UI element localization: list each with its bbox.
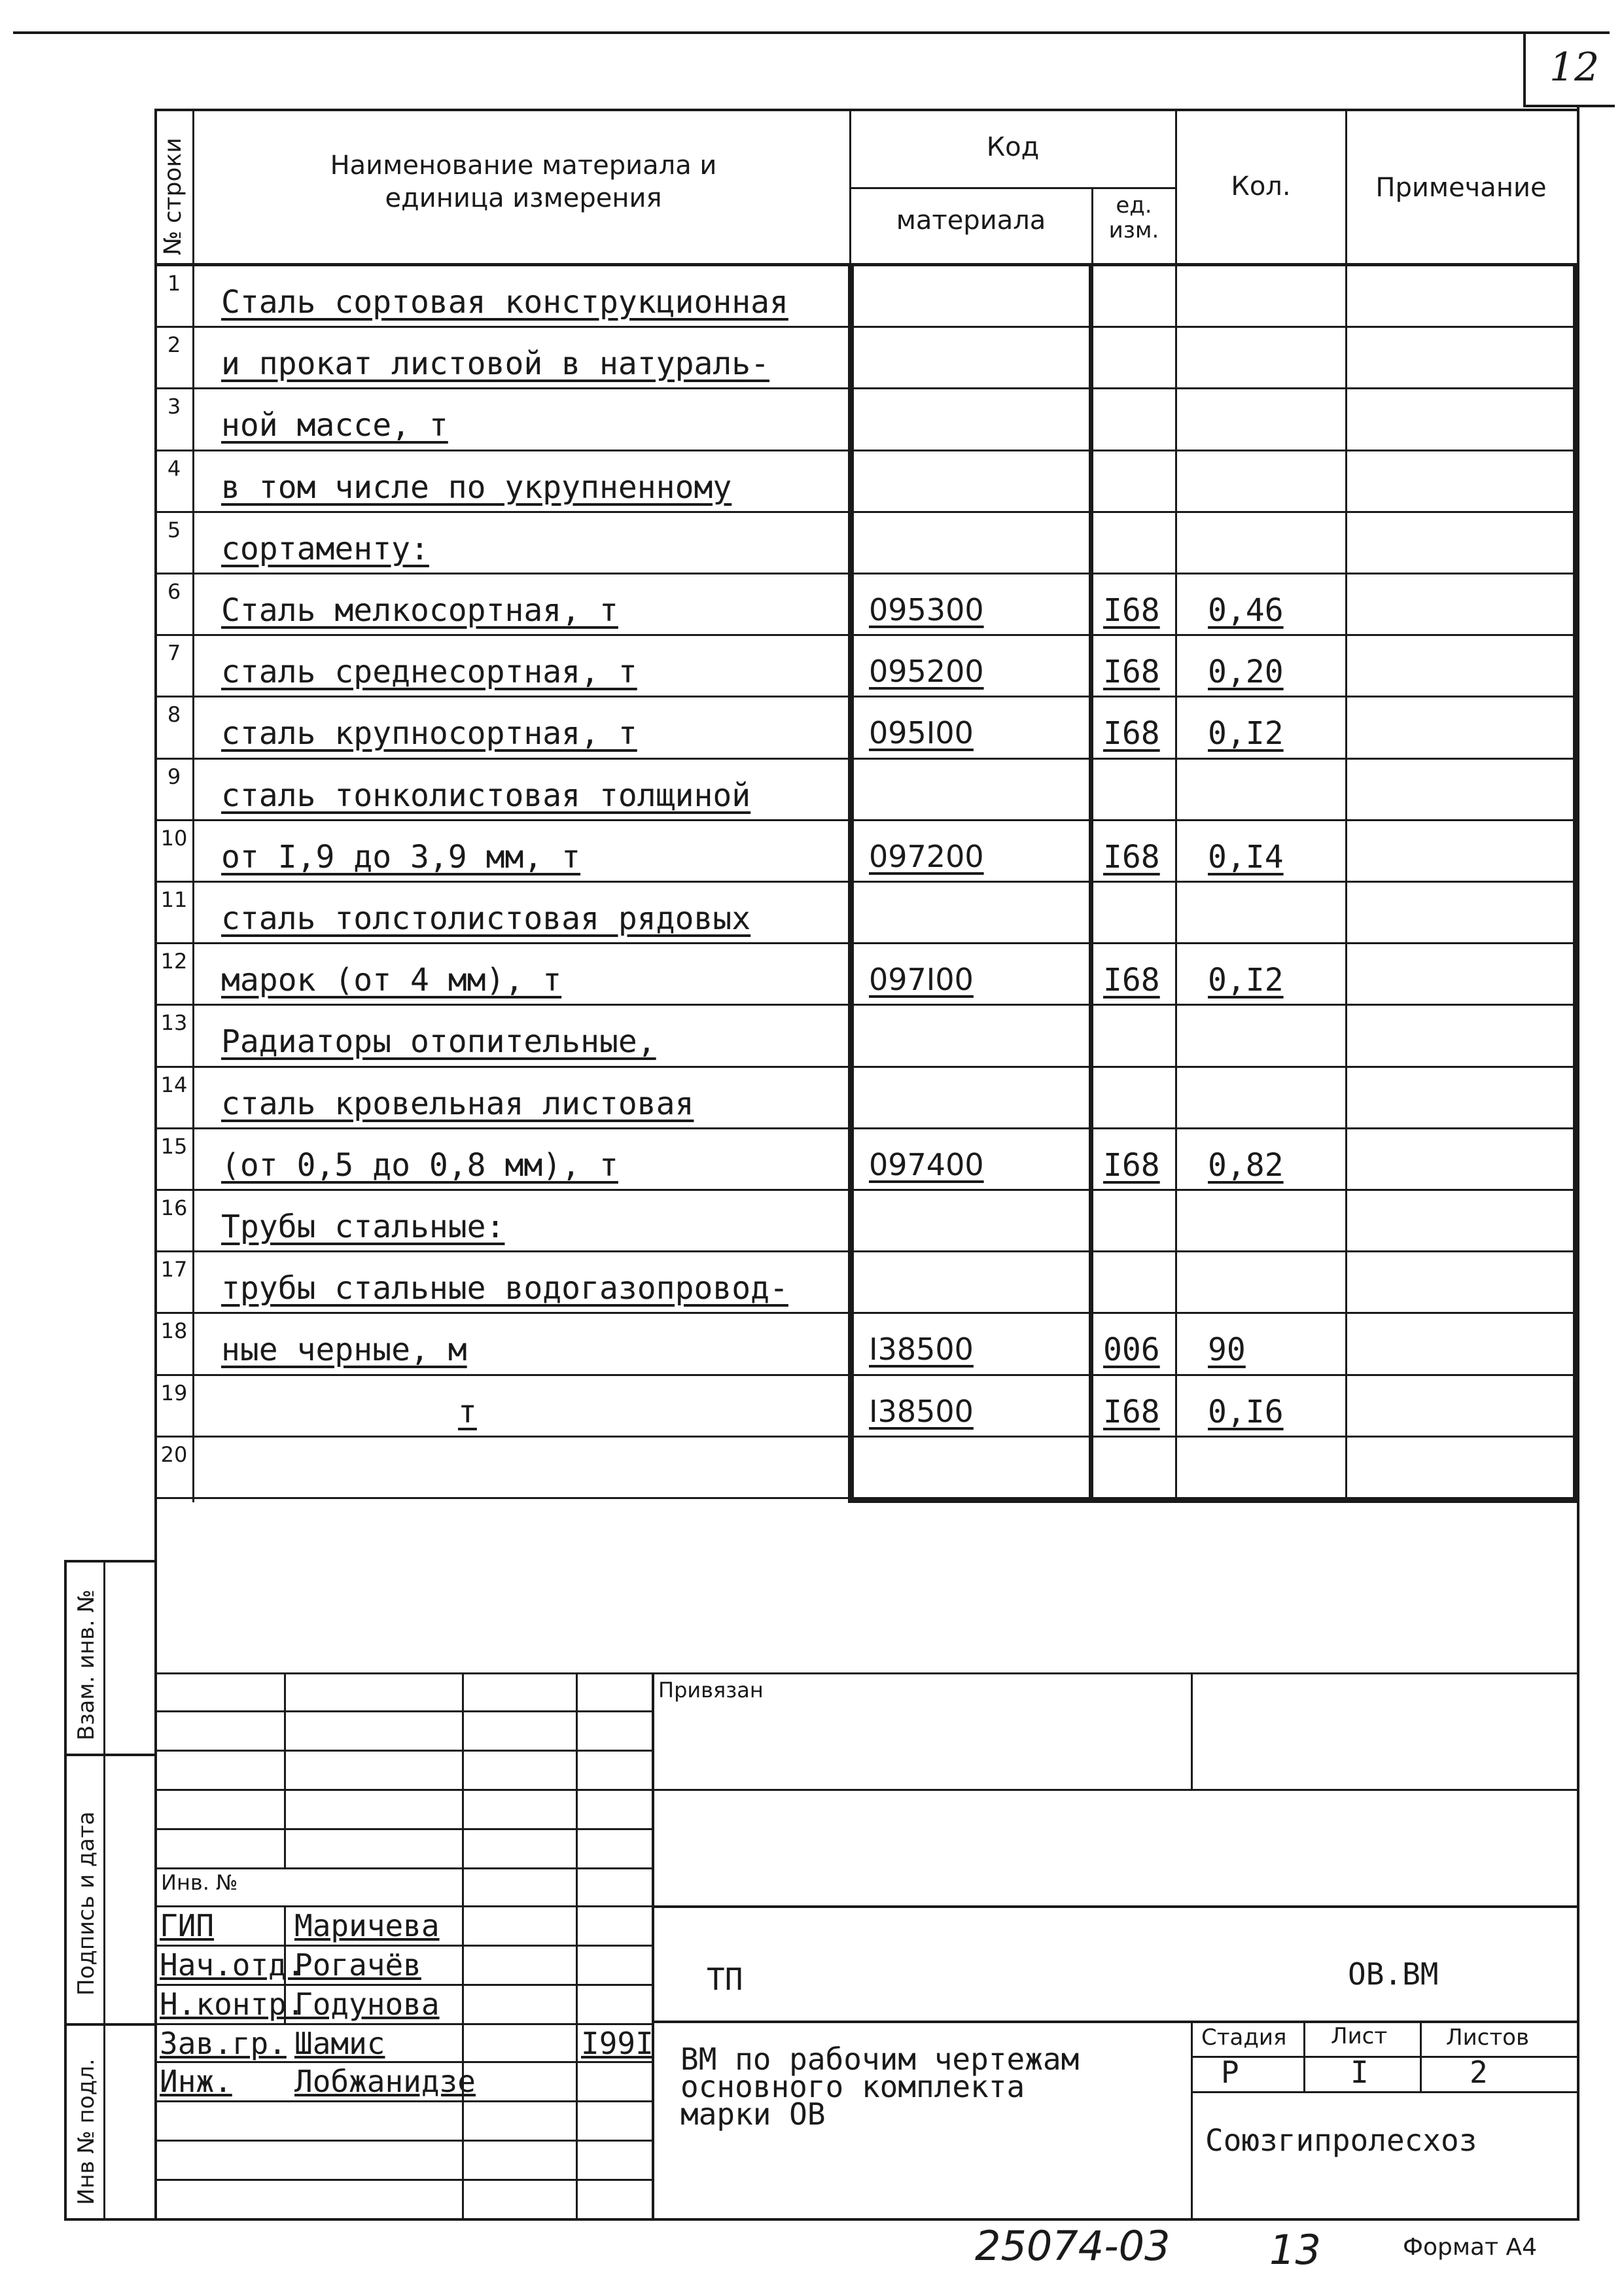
stamp-top	[154, 1672, 1578, 1674]
row-name: сталь кровельная листовая	[221, 1086, 694, 1122]
material-header: материала	[896, 205, 1046, 236]
qty-header: Кол.	[1231, 171, 1291, 202]
row-divider	[154, 573, 1578, 574]
row-material-code: 097400	[869, 1147, 984, 1182]
stage-row-mid	[1191, 2056, 1578, 2058]
person-name: Рогачёв	[294, 1947, 421, 1983]
row-divider	[154, 1127, 1578, 1129]
title-line3: марки ОВ	[680, 2096, 826, 2132]
row-number: 6	[167, 579, 181, 604]
side-label-inv-podl: Инв № подл.	[73, 2058, 99, 2205]
row-number: 1	[167, 271, 181, 296]
person-role: Нач.отд.	[160, 1947, 305, 1983]
stamp-row-line	[154, 2100, 653, 2102]
person-date: I99I	[581, 2026, 654, 2061]
row-quantity: 0,I2	[1208, 715, 1284, 752]
side-strip-inner	[103, 1560, 105, 2221]
row-material-code: 095200	[869, 654, 984, 689]
row-quantity: 0,20	[1208, 654, 1284, 690]
title-line2: основного комплекта	[680, 2069, 1025, 2104]
row-name: от I,9 до 3,9 мм, т	[221, 839, 581, 875]
row-material-code: I38500	[869, 1394, 974, 1429]
row-divider	[154, 1497, 1578, 1499]
side-strip-div1	[64, 1754, 157, 1756]
stamp-row-line	[154, 2061, 653, 2063]
stamp-row-line	[154, 2140, 653, 2142]
code-subheader-line	[849, 187, 1176, 189]
row-name: т	[458, 1394, 477, 1430]
row-number: 16	[160, 1195, 188, 1220]
row-quantity: 0,82	[1208, 1147, 1284, 1184]
row-name: ные черные, м	[221, 1332, 467, 1368]
stamp-row-line	[154, 1828, 653, 1830]
row-unit-code: I68	[1103, 839, 1160, 875]
stamp-v1	[284, 1672, 286, 1867]
corner-box-left	[1523, 33, 1526, 106]
row-unit-code: I68	[1103, 654, 1160, 690]
handwritten-code: 25074-03	[975, 2222, 1171, 2270]
stamp-main-divider	[652, 1672, 654, 2221]
row-name: трубы стальные водогазопровод-	[221, 1270, 788, 1307]
stamp-v3	[576, 1672, 578, 2221]
row-number: 4	[167, 456, 181, 481]
stage-col1	[1303, 2021, 1305, 2093]
title-line1: ВМ по рабочим чертежам	[680, 2041, 1080, 2077]
row-unit-code: I68	[1103, 715, 1160, 752]
stage-row-bottom	[1191, 2091, 1578, 2093]
unit-header-line1: ед.	[1116, 192, 1152, 219]
row-quantity: 90	[1208, 1332, 1246, 1368]
row-divider	[154, 326, 1578, 328]
row-divider	[154, 634, 1578, 636]
row-quantity: 0,I6	[1208, 1394, 1284, 1430]
row-number: 11	[160, 887, 188, 912]
title-top	[652, 2021, 1578, 2023]
person-role: ГИП	[160, 1908, 215, 1943]
side-label-podpis: Подпись и дата	[73, 1811, 99, 1996]
privyazan-label: Привязан	[658, 1678, 764, 1703]
privyazan-right	[1191, 1672, 1193, 1790]
stamp-row-line	[154, 1867, 653, 1869]
row-divider	[154, 1189, 1578, 1191]
stamp-row-line	[154, 1750, 653, 1752]
qty-col-line	[1345, 109, 1347, 1502]
row-name: ной массе, т	[221, 407, 448, 444]
name-header-line1: Наименование материала и	[330, 150, 717, 181]
title-right	[1191, 2021, 1193, 2219]
stamp-row-line	[154, 1710, 653, 1712]
sheet-corner-number: 12	[1549, 44, 1600, 90]
stage-label: Стадия	[1201, 2024, 1287, 2051]
unit-header-line2: изм.	[1108, 217, 1159, 243]
row-material-code: 095I00	[869, 715, 974, 751]
sheets-value: 2	[1470, 2055, 1488, 2090]
row-divider	[154, 758, 1578, 760]
person-role: Н.контр.	[160, 1987, 305, 2022]
code-header: Код	[986, 132, 1040, 162]
organization: Союзгипролесхоз	[1205, 2123, 1477, 2158]
stamp-bottom	[64, 2218, 1579, 2221]
row-number: 14	[160, 1072, 188, 1097]
stamp-row-line	[154, 2179, 653, 2181]
stamp-row-line	[154, 1984, 653, 1986]
row-number: 13	[160, 1010, 188, 1035]
doccode-top	[652, 1905, 1578, 1908]
sheet-value: I	[1350, 2055, 1369, 2090]
row-divider	[154, 881, 1578, 883]
person-name: Годунова	[294, 1987, 440, 2022]
row-material-code: 095300	[869, 592, 984, 627]
row-name: Радиаторы отопительные,	[221, 1023, 656, 1060]
inv-no-label: Инв. №	[161, 1870, 238, 1895]
row-name: сталь толстолистовая рядовых	[221, 900, 751, 937]
stage-col2	[1420, 2021, 1422, 2093]
row-unit-code: I68	[1103, 1394, 1160, 1430]
stamp-row-line	[154, 1945, 653, 1947]
corner-box-bottom	[1523, 105, 1615, 107]
side-strip-div2	[64, 2023, 157, 2026]
row-unit-code: 006	[1103, 1332, 1160, 1368]
row-divider	[154, 1066, 1578, 1068]
row-name: Сталь сортовая конструкционная	[221, 284, 788, 321]
privyazan-bottom	[652, 1789, 1578, 1791]
sheet-label: Лист	[1331, 2023, 1388, 2049]
row-divider	[154, 387, 1578, 389]
name-header-line2: единица измерения	[385, 183, 662, 213]
row-name: в том числе по укрупненному	[221, 469, 732, 506]
doc-code-right: ОВ.ВМ	[1348, 1956, 1439, 1992]
row-quantity: 0,I4	[1208, 839, 1284, 875]
row-number: 9	[167, 764, 181, 789]
person-name: Шамис	[294, 2026, 385, 2061]
row-divider	[154, 819, 1578, 821]
row-number: 5	[167, 518, 181, 542]
handwritten-page: 13	[1269, 2226, 1321, 2274]
row-divider	[154, 1250, 1578, 1252]
row-divider	[154, 696, 1578, 698]
row-divider	[154, 511, 1578, 513]
row-quantity: 0,46	[1208, 592, 1284, 629]
row-divider	[154, 1312, 1578, 1314]
sheets-label: Листов	[1446, 2024, 1530, 2051]
row-unit-code: I68	[1103, 962, 1160, 998]
stage-value: Р	[1221, 2055, 1239, 2090]
person-name: Маричева	[294, 1908, 440, 1943]
stamp-v2	[462, 1672, 464, 2221]
row-name: Трубы стальные:	[221, 1209, 505, 1245]
row-name: (от 0,5 до 0,8 мм), т	[221, 1147, 618, 1184]
row-name: сталь среднесортная, т	[221, 654, 637, 690]
header-bottom	[154, 263, 1578, 266]
stamp-row-line	[154, 2023, 653, 2025]
row-name: сортаменту:	[221, 531, 429, 567]
row-number: 7	[167, 641, 181, 665]
row-number: 18	[160, 1318, 188, 1343]
row-divider	[154, 450, 1578, 451]
stamp-row-line	[154, 1905, 653, 1907]
row-name: и прокат листовой в натураль-	[221, 345, 770, 382]
row-name: сталь крупносортная, т	[221, 715, 637, 752]
note-header: Примечание	[1375, 173, 1547, 203]
side-strip-top	[64, 1560, 157, 1563]
row-unit-code: I68	[1103, 592, 1160, 629]
row-name: Сталь мелкосортная, т	[221, 592, 618, 629]
row-number: 17	[160, 1257, 188, 1282]
row-number: 8	[167, 702, 181, 727]
row-divider	[154, 942, 1578, 944]
row-quantity: 0,I2	[1208, 962, 1284, 998]
side-strip-right	[154, 1560, 157, 2221]
doc-code-left: ТП	[707, 1962, 743, 1997]
person-role: Инж.	[160, 2064, 232, 2099]
row-divider	[154, 1436, 1578, 1438]
rownum-col-line	[192, 109, 194, 1502]
rownum-header: № строки	[160, 137, 186, 255]
format-label: Формат А4	[1403, 2234, 1538, 2261]
row-number: 19	[160, 1381, 188, 1405]
row-divider	[154, 1004, 1578, 1006]
stamp-row-line	[154, 1789, 653, 1791]
side-strip-left	[64, 1560, 67, 2221]
row-material-code: I38500	[869, 1332, 974, 1367]
person-name: Лобжанидзе	[294, 2064, 476, 2099]
row-number: 3	[167, 394, 181, 419]
table-top	[154, 109, 1578, 111]
row-number: 20	[160, 1442, 188, 1467]
row-number: 10	[160, 826, 188, 851]
row-name: сталь тонколистовая толщиной	[221, 777, 751, 814]
person-role: Зав.гр.	[160, 2026, 287, 2061]
row-material-code: 097200	[869, 839, 984, 874]
row-number: 12	[160, 949, 188, 974]
row-number: 2	[167, 332, 181, 357]
row-material-code: 097I00	[869, 962, 974, 997]
row-divider	[154, 1374, 1578, 1376]
row-unit-code: I68	[1103, 1147, 1160, 1184]
row-number: 15	[160, 1134, 188, 1159]
row-name: марок (от 4 мм), т	[221, 962, 562, 998]
side-label-vzam: Взам. инв. №	[73, 1589, 99, 1740]
unit-col-line	[1175, 109, 1177, 1502]
top-rule	[13, 31, 1610, 34]
